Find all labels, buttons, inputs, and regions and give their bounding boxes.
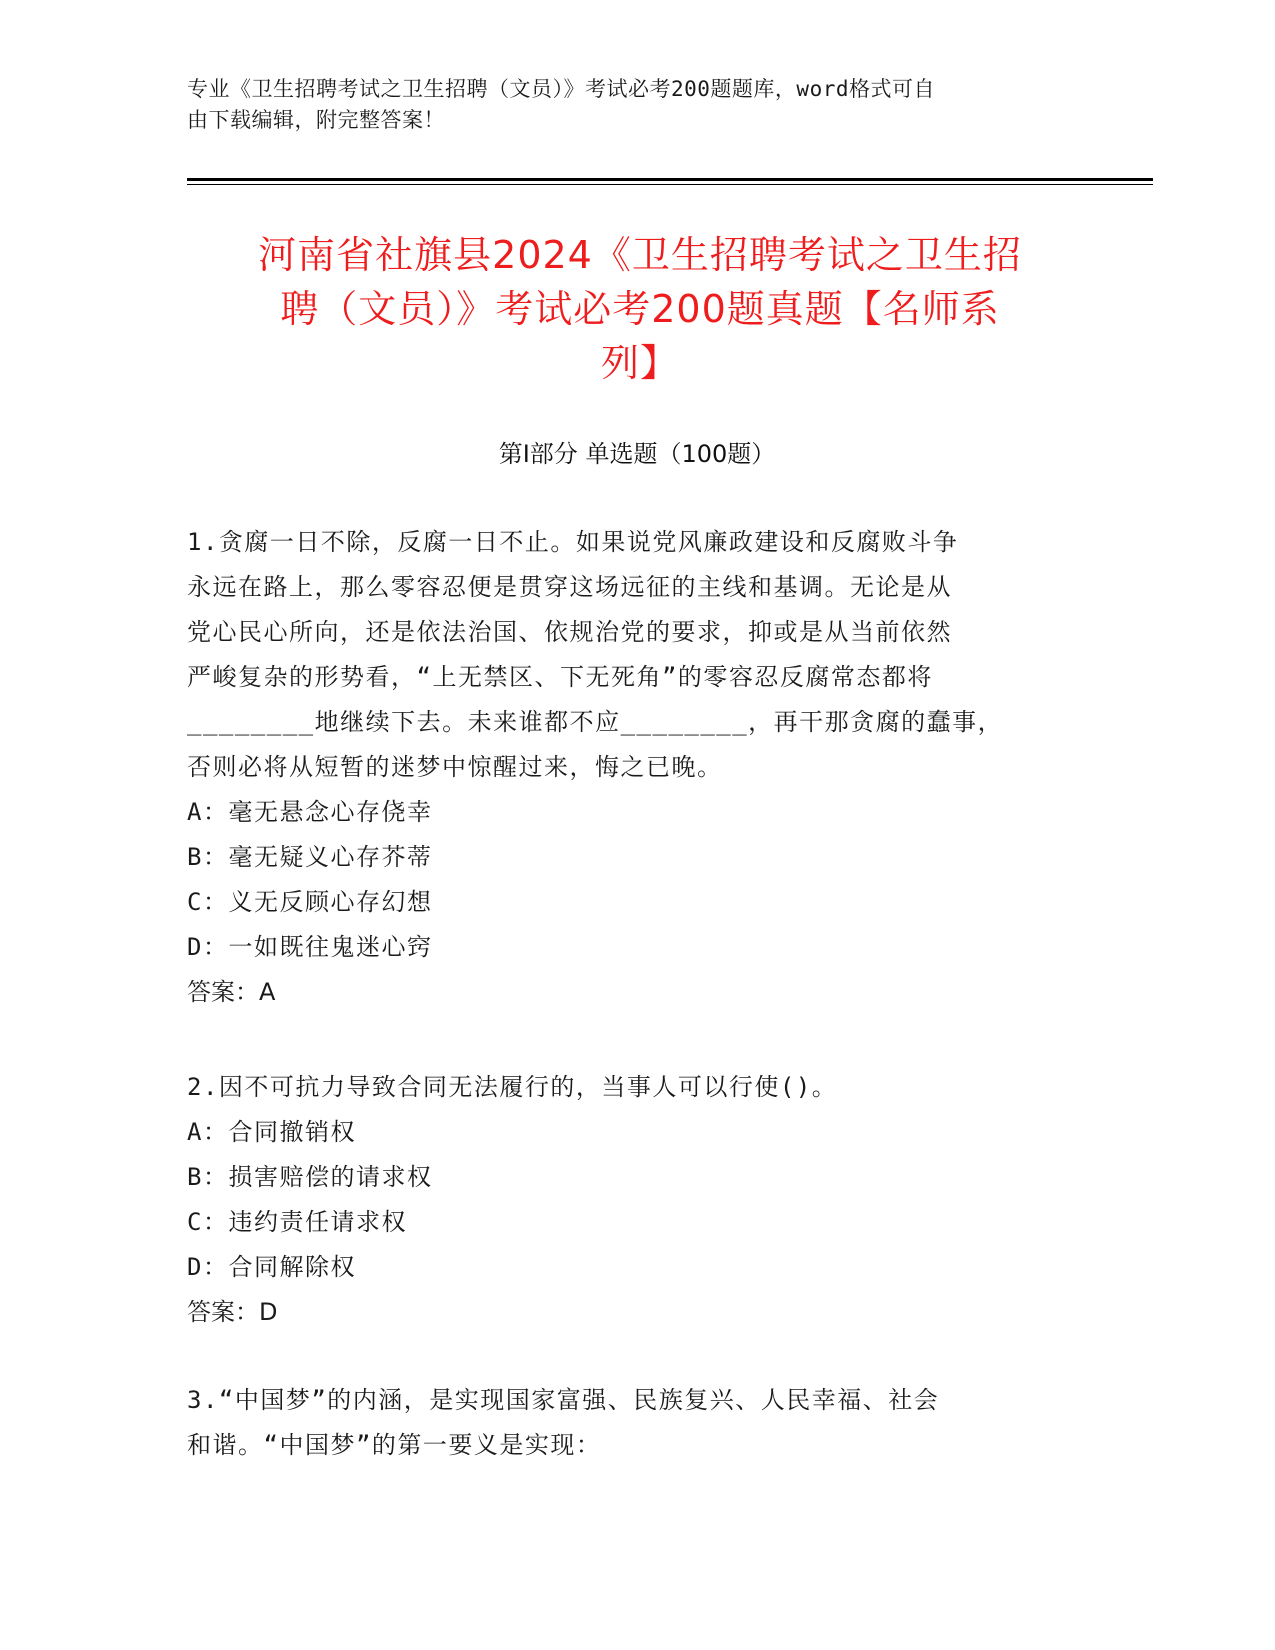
question-stem-line: 永远在路上，那么零容忍便是贯穿这场远征的主线和基调。无论是从 — [187, 573, 952, 601]
question-stem-line: 3.“中国梦”的内涵，是实现国家富强、民族复兴、人民幸福、社会 — [187, 1386, 940, 1414]
answer-line: 答案：A — [187, 978, 276, 1006]
document-title-line: 聘（文员）》考试必考200题真题【名师系 — [280, 287, 1000, 331]
option-c: C：违约责任请求权 — [187, 1208, 407, 1236]
header-note-line: 由下载编辑，附完整答案！ — [187, 108, 445, 132]
document-title-line: 河南省社旗县2024《卫生招聘考试之卫生招 — [258, 233, 1022, 277]
question-stem-line: 党心民心所向，还是依法治国、依规治党的要求，抑或是从当前依然 — [187, 618, 952, 646]
option-b: B：损害赔偿的请求权 — [187, 1163, 433, 1191]
header-note-line: 专业《卫生招聘考试之卫生招聘（文员）》考试必考200题题库，word格式可自 — [187, 77, 935, 101]
question-stem — [187, 1065, 1067, 1110]
question-stem-line: ________地继续下去。未来谁都不应________，再干那贪腐的蠢事， — [187, 708, 1004, 736]
section-heading: 第Ⅰ部分 单选题（100题） — [498, 440, 776, 468]
option-c: C：义无反顾心存幻想 — [187, 888, 433, 916]
question-2 — [187, 1065, 1067, 1335]
option-a: A：毫无悬念心存侥幸 — [187, 798, 433, 826]
question-stem-line: 和谐。“中国梦”的第一要义是实现： — [187, 1431, 602, 1459]
question-stem — [187, 1378, 1067, 1468]
document-title — [175, 228, 1105, 390]
answer-line: 答案：D — [187, 1298, 278, 1326]
option-d: D：一如既往鬼迷心窍 — [187, 933, 433, 961]
option-a: A：合同撤销权 — [187, 1118, 356, 1146]
question-3 — [187, 1378, 1067, 1468]
header-divider-thick — [187, 178, 1153, 181]
header-divider-thin — [187, 184, 1153, 185]
question-1 — [187, 520, 1067, 1015]
question-stem — [187, 520, 1067, 790]
question-stem-line: 否则必将从短暂的迷梦中惊醒过来，悔之已晚。 — [187, 753, 723, 781]
option-b: B：毫无疑义心存芥蒂 — [187, 843, 433, 871]
question-stem-line: 1.贪腐一日不除，反腐一日不止。如果说党风廉政建设和反腐败斗争 — [187, 528, 959, 556]
document-title-line: 列】 — [600, 341, 679, 385]
question-stem-line: 严峻复杂的形势看，“上无禁区、下无死角”的零容忍反腐常态都将 — [187, 663, 933, 691]
question-stem-line: 2.因不可抗力导致合同无法履行的，当事人可以行使()。 — [187, 1073, 838, 1101]
header-note — [187, 74, 1087, 136]
option-d: D：合同解除权 — [187, 1253, 356, 1281]
